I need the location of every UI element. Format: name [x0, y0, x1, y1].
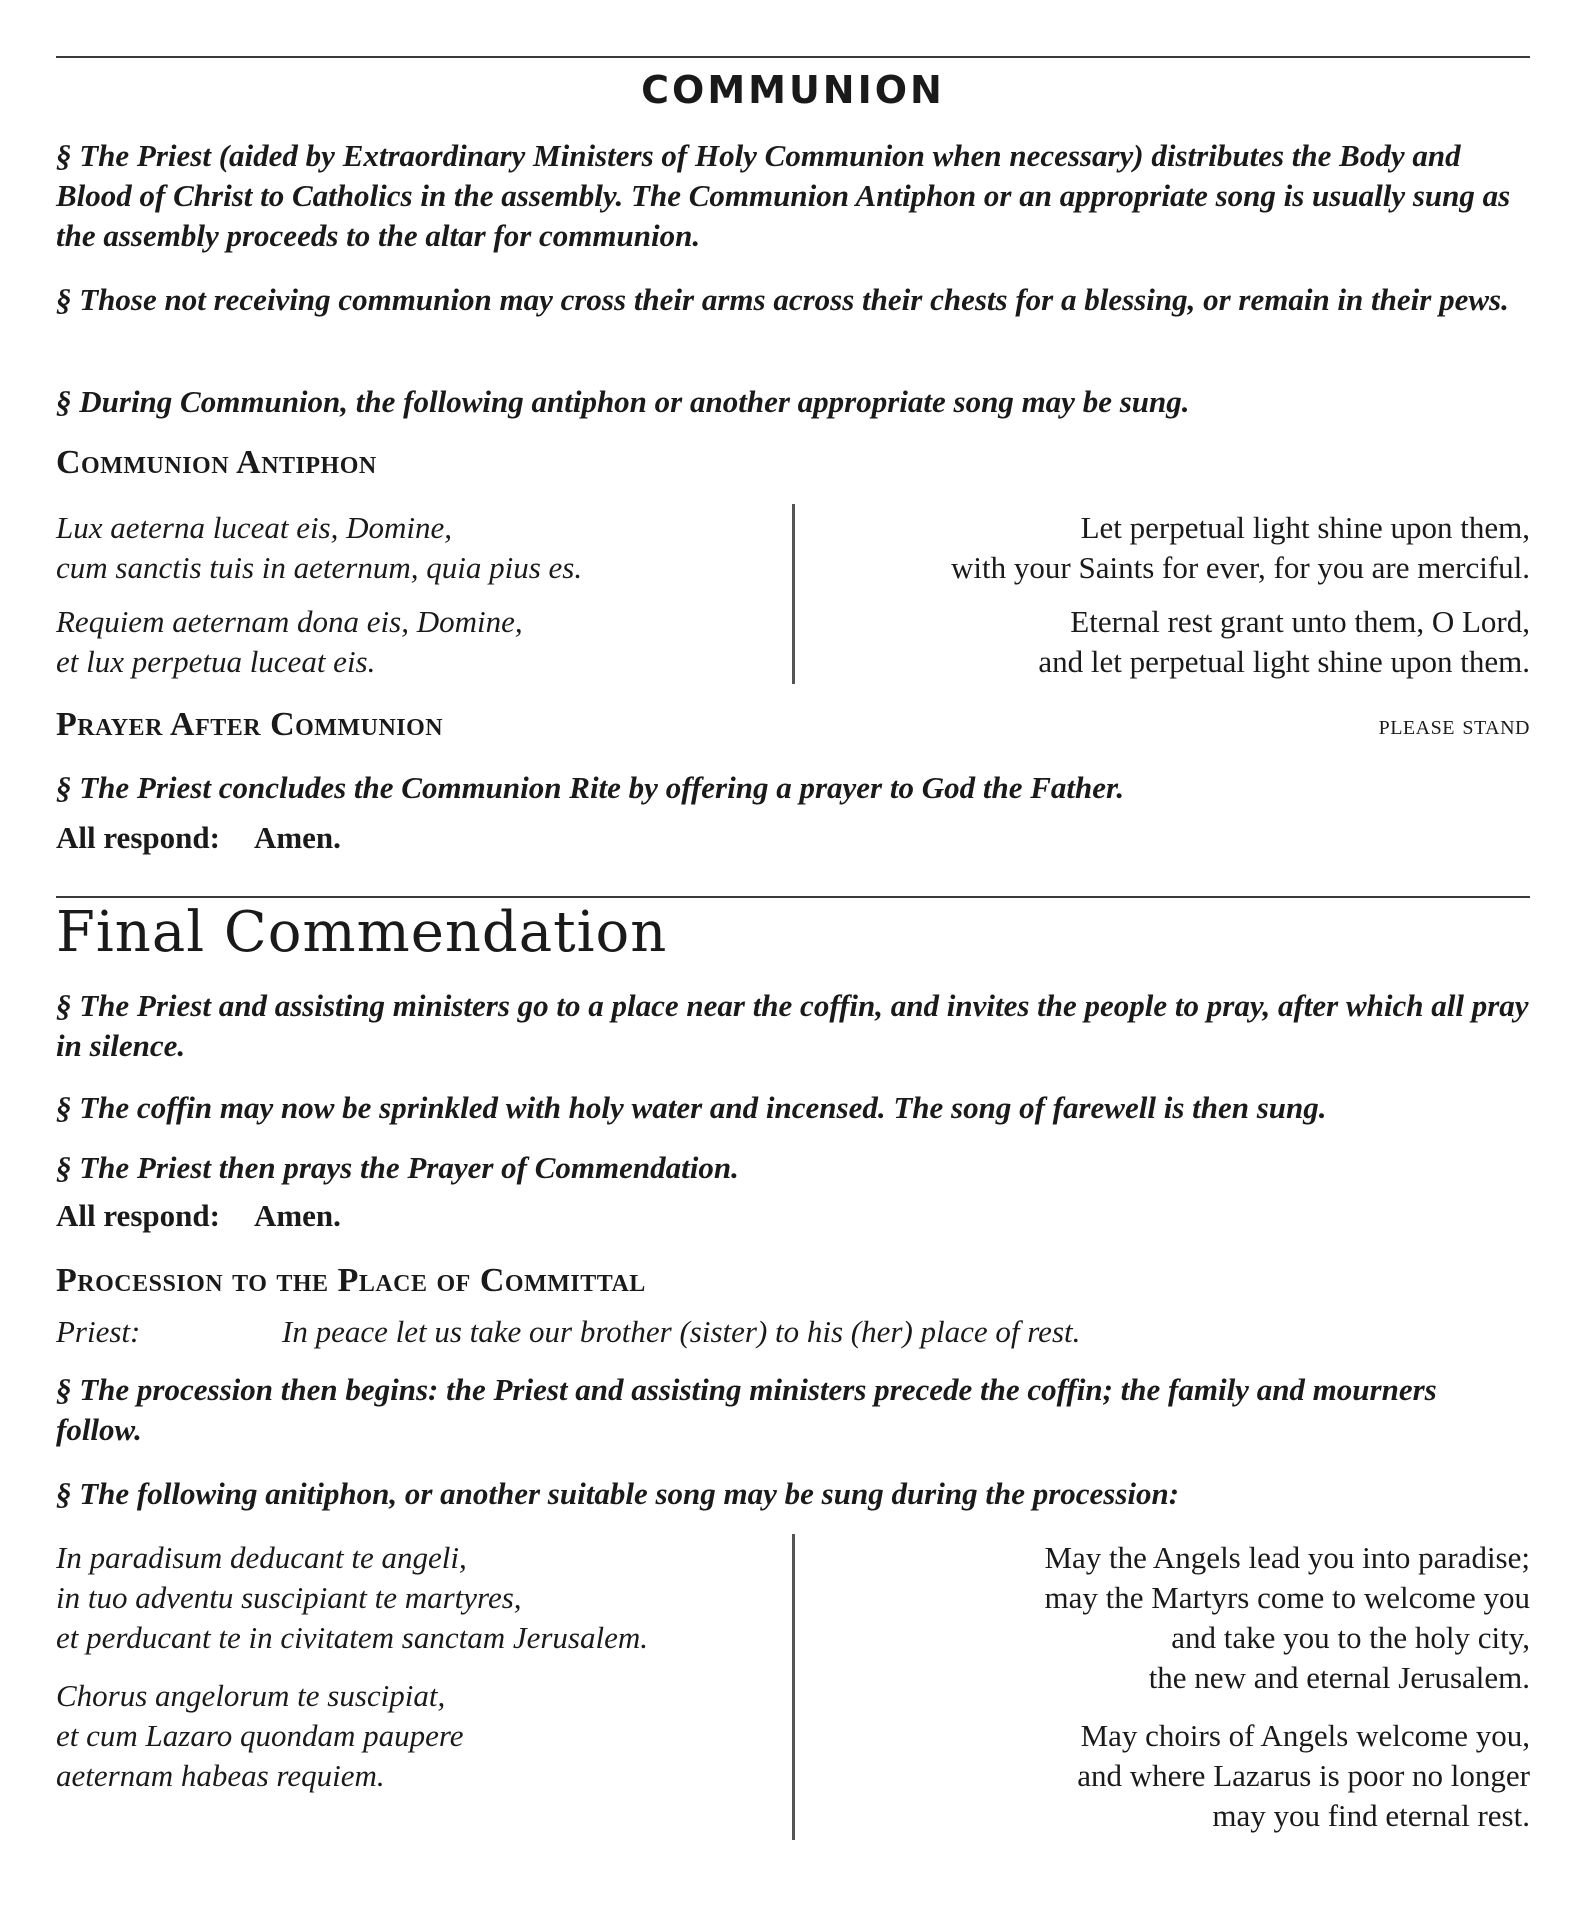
respond-amen: Amen.	[253, 820, 341, 855]
latin-line: in tuo adventu suscipiant te martyres,	[56, 1580, 522, 1615]
latin-line: cum sanctis tuis in aeternum, quia pius es.	[56, 550, 583, 585]
column-divider	[792, 504, 795, 684]
english-line: and take you to the holy city,	[1171, 1620, 1530, 1655]
latin-line: et perducant te in civitatem sanctam Jerusalem.	[56, 1620, 648, 1655]
procession-rubric-2: § The following anitiphon, or another suitable song may be sung during the procession:	[56, 1476, 1180, 1511]
communion-rubric-3: § During Communion, the following antiphon or another appropriate song may be sung.	[56, 384, 1190, 419]
please-stand-note: please stand	[1378, 710, 1530, 741]
paradisum-english-stanza-2	[1077, 1716, 1530, 1836]
paradisum-latin-stanza-2	[56, 1676, 464, 1796]
top-divider	[56, 56, 1530, 58]
english-line: the new and eternal Jerusalem.	[1148, 1660, 1530, 1695]
procession-heading: Procession to the Place of Committal	[56, 1262, 646, 1299]
latin-line: aeternam habeas requiem.	[56, 1758, 385, 1793]
priest-label: Priest:	[56, 1314, 141, 1349]
respond-amen: Amen.	[253, 1198, 341, 1233]
english-line: may you find eternal rest.	[1212, 1798, 1530, 1833]
english-line: May the Angels lead you into paradise;	[1044, 1540, 1530, 1575]
latin-line: Chorus angelorum te suscipiat,	[56, 1678, 446, 1713]
english-line: with your Saints for ever, for you are merciful.	[951, 550, 1530, 585]
commendation-rubric-2: § The coffin may now be sprinkled with holy water and incensed. The song of farewell is then sung.	[56, 1090, 1327, 1125]
latin-line: Requiem aeternam dona eis, Domine,	[56, 604, 523, 639]
latin-line: et cum Lazaro quondam paupere	[56, 1718, 464, 1753]
english-line: and let perpetual light shine upon them.	[1038, 644, 1530, 679]
commendation-rubric-3: § The Priest then prays the Prayer of Commendation.	[56, 1150, 739, 1185]
prayer-rubric: § The Priest concludes the Communion Rite by offering a prayer to God the Father.	[56, 770, 1125, 805]
prayer-after-communion-heading: Prayer After Communion	[56, 706, 444, 743]
latin-line: In paradisum deducant te angeli,	[56, 1540, 467, 1575]
communion-response	[56, 820, 341, 856]
communion-latin-stanza-1	[56, 508, 582, 588]
communion-antiphon-heading: Communion Antiphon	[56, 444, 377, 481]
english-line: and where Lazarus is poor no longer	[1077, 1758, 1530, 1793]
commendation-response	[56, 1198, 341, 1234]
communion-rubric-1: § The Priest (aided by Extraordinary Ministers of Holy Communion when necessary) distributes the Body and Blood of Christ to Catholics in the assembly. The Communion Antiphon or an appropriate song is usually sung as the assembly proceeds to the altar for communion.	[56, 138, 1511, 253]
communion-latin-stanza-2	[56, 602, 523, 682]
english-line: Let perpetual light shine upon them,	[1080, 510, 1530, 545]
communion-title: COMMUNION	[641, 68, 945, 112]
column-divider	[792, 1534, 795, 1840]
english-line: may the Martyrs come to welcome you	[1044, 1580, 1530, 1615]
english-line: Eternal rest grant unto them, O Lord,	[1070, 604, 1530, 639]
latin-line: et lux perpetua luceat eis.	[56, 644, 376, 679]
communion-rubric-2: § Those not receiving communion may cross their arms across their chests for a blessing, or remain in their pews.	[56, 282, 1509, 317]
paradisum-latin-stanza-1	[56, 1538, 648, 1658]
latin-line: Lux aeterna luceat eis, Domine,	[56, 510, 453, 545]
procession-rubric-1: § The procession then begins: the Priest and assisting ministers precede the coffin; the family and mourners follow.	[56, 1372, 1437, 1447]
respond-label: All respond:	[56, 1198, 220, 1233]
communion-english-stanza-2	[1038, 602, 1530, 682]
priest-text: In peace let us take our brother (sister) to his (her) place of rest.	[282, 1314, 1081, 1349]
final-commendation-title: Final Commendation	[56, 900, 668, 965]
commendation-rubric-1: § The Priest and assisting ministers go to a place near the coffin, and invites the people to pray, after which all pray in silence.	[56, 988, 1529, 1063]
respond-label: All respond:	[56, 820, 220, 855]
section-divider	[56, 896, 1530, 898]
communion-english-stanza-1	[951, 508, 1530, 588]
paradisum-english-stanza-1	[1044, 1538, 1530, 1698]
english-line: May choirs of Angels welcome you,	[1080, 1718, 1530, 1753]
